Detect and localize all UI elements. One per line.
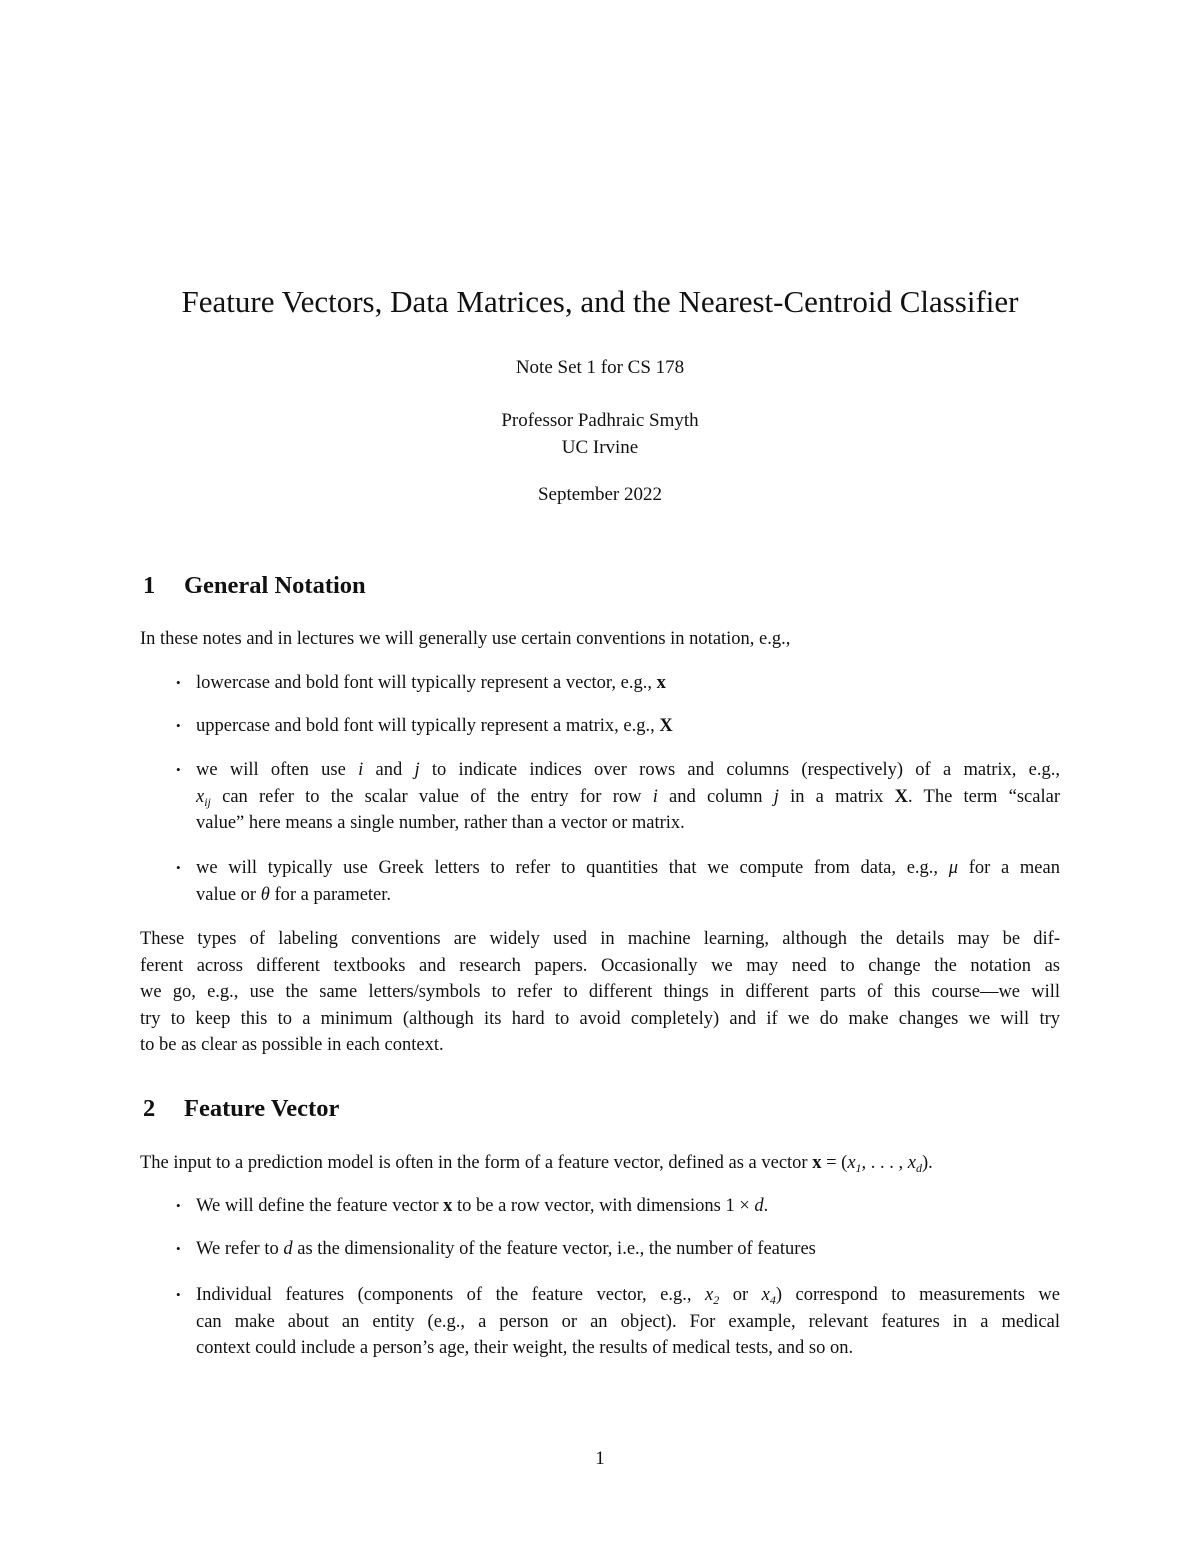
list-item-text [196, 757, 1060, 837]
text-run: ferent across different textbooks and research papers. Occasionally we may need to change the notation as [140, 955, 1060, 976]
text-run: we will often use [196, 760, 359, 780]
text-run: We refer to [196, 1239, 284, 1259]
text-run: In these notes and in lectures we will generally use certain conventions in notation, e.g., [140, 629, 791, 649]
text-run: = ( [821, 1153, 848, 1173]
math-bold-symbol: x [656, 673, 666, 693]
text-line [196, 1236, 1060, 1263]
section-title: Feature Vector [184, 1095, 340, 1122]
text-line [196, 882, 1060, 909]
text-run: uppercase and bold font will typically represent a matrix, e.g., [196, 716, 660, 736]
text-line [196, 784, 1060, 811]
text-line [196, 713, 1060, 740]
math-variable: x [761, 1285, 770, 1305]
document-subtitle: Note Set 1 for CS 178 [515, 357, 685, 378]
text-run: and column [657, 786, 774, 807]
list-item-text [196, 1193, 1060, 1220]
affiliation: UC Irvine [561, 437, 639, 458]
text-run: as the dimensionality of the feature vector, i.e., the number of features [292, 1239, 816, 1259]
math-bold-symbol: X [894, 786, 909, 807]
text-line [140, 1006, 1060, 1033]
bullet-icon: • [176, 1198, 181, 1213]
math-bold-symbol: x [443, 1196, 453, 1216]
bullet-icon: • [176, 762, 181, 777]
math-variable: i [652, 786, 658, 807]
list-item [176, 757, 1060, 837]
text-run: value or [196, 884, 261, 905]
text-line [196, 1193, 1060, 1220]
math-symbol [283, 1239, 292, 1259]
section-title: General Notation [184, 572, 366, 599]
math-symbol [705, 1285, 719, 1305]
text-run: for a parameter. [269, 884, 392, 905]
text-run: can refer to the scalar value of the entry for row [210, 786, 653, 807]
text-run: try to keep this to a minimum (although its hard to avoid completely) and if we do make changes we will try [140, 1008, 1060, 1029]
math-symbol [762, 1285, 776, 1305]
math-subscript: 4 [769, 1293, 776, 1307]
text-line [140, 979, 1060, 1006]
text-run: The input to a prediction model is often in the form of a feature vector, defined as a vector [140, 1153, 813, 1173]
section-heading-1 [143, 572, 366, 600]
text-run: in a matrix [778, 786, 895, 807]
math-variable: θ [260, 884, 270, 905]
document-title: Feature Vectors, Data Matrices, and the Nearest-Centroid Classifier [181, 284, 1019, 319]
text-line [140, 926, 1060, 953]
bullet-icon: • [176, 718, 181, 733]
list-item-text [196, 1282, 1060, 1362]
math-subscript: 1 [855, 1161, 862, 1175]
paragraph [140, 1150, 1060, 1177]
math-variable: d [754, 1196, 764, 1216]
math-variable: μ [948, 858, 959, 878]
text-run: context could include a person’s age, their weight, the results of medical tests, and so on. [196, 1338, 854, 1359]
math-bold-symbol: x [812, 1153, 822, 1173]
text-line [140, 1150, 1060, 1177]
text-run: . The term “scalar [908, 786, 1060, 807]
bullet-icon: • [176, 1241, 181, 1256]
text-run: for a mean [958, 858, 1060, 878]
math-variable: j [414, 760, 420, 780]
math-variable: x [907, 1153, 917, 1173]
text-run: ). [922, 1153, 933, 1173]
date: September 2022 [537, 484, 662, 505]
math-variable: d [283, 1239, 293, 1259]
math-symbol [261, 885, 270, 905]
text-run: we will typically use Greek letters to refer to quantities that we compute from data, e.g., [196, 858, 949, 878]
page-number: 1 [595, 1448, 605, 1469]
paragraph [140, 626, 1060, 653]
text-run: can make about an entity (e.g., a person or an object). For example, relevant features in a medical [196, 1311, 1060, 1332]
list-item-text [196, 855, 1060, 908]
text-run: we go, e.g., use the same letters/symbols to refer to different things in different parts of this course—we will [140, 982, 1060, 1003]
text-line [196, 670, 1060, 697]
math-subscript: d [916, 1161, 923, 1175]
text-run: to indicate indices over rows and columns (respectively) of a matrix, e.g., [419, 760, 1060, 780]
bullet-icon: • [176, 860, 181, 875]
section-number: 2 [143, 1095, 156, 1122]
text-run: and [363, 760, 415, 780]
text-run: These types of labeling conventions are widely used in machine learning, although the details may be dif- [140, 929, 1060, 949]
text-run: We will define the feature vector [196, 1196, 444, 1216]
text-run: to be as clear as possible in each context. [140, 1035, 444, 1056]
math-variable: i [358, 760, 364, 780]
math-variable: x [847, 1153, 856, 1173]
list-item [176, 1193, 1060, 1220]
text-line [196, 810, 1060, 837]
text-line [196, 1309, 1060, 1336]
list-item-text [196, 670, 1060, 697]
math-variable: j [773, 786, 779, 807]
text-line [196, 1335, 1060, 1362]
text-run: ) correspond to measurements we [775, 1285, 1060, 1305]
list-item [176, 1282, 1060, 1362]
math-subscript: 2 [713, 1293, 720, 1307]
text-run: value” here means a single number, rather than a vector or matrix. [196, 813, 685, 834]
math-symbol [847, 1153, 861, 1173]
math-bold-symbol: X [659, 716, 673, 736]
text-run: . [763, 1196, 769, 1216]
paragraph [140, 926, 1060, 1059]
math-variable: x [704, 1285, 714, 1305]
text-run: Individual features (components of the feature vector, e.g., [196, 1285, 705, 1305]
math-symbol [754, 1196, 763, 1216]
math-symbol [949, 858, 958, 878]
bullet-icon: • [176, 675, 181, 690]
text-line [196, 757, 1060, 784]
text-run: to be a row vector, with dimensions 1 × [452, 1196, 755, 1216]
text-line [140, 626, 1060, 653]
list-item-text [196, 1236, 1060, 1263]
math-symbol [196, 787, 211, 807]
text-line [196, 1282, 1060, 1309]
text-run: lowercase and bold font will typically represent a vector, e.g., [196, 673, 657, 693]
section-number: 1 [143, 572, 156, 599]
text-line [140, 1032, 1060, 1059]
text-line [196, 855, 1060, 882]
bullet-icon: • [176, 1287, 181, 1302]
math-variable: x [196, 786, 205, 807]
math-subscript: ij [204, 794, 211, 809]
text-run: , . . . , [861, 1153, 908, 1173]
list-item [176, 713, 1060, 740]
list-item-text [196, 713, 1060, 740]
text-line [140, 953, 1060, 980]
author: Professor Padhraic Smyth [501, 410, 699, 431]
list-item [176, 670, 1060, 697]
section-heading-2 [143, 1095, 339, 1123]
text-run: or [719, 1285, 762, 1305]
list-item [176, 855, 1060, 908]
list-item [176, 1236, 1060, 1263]
math-symbol [908, 1153, 922, 1173]
